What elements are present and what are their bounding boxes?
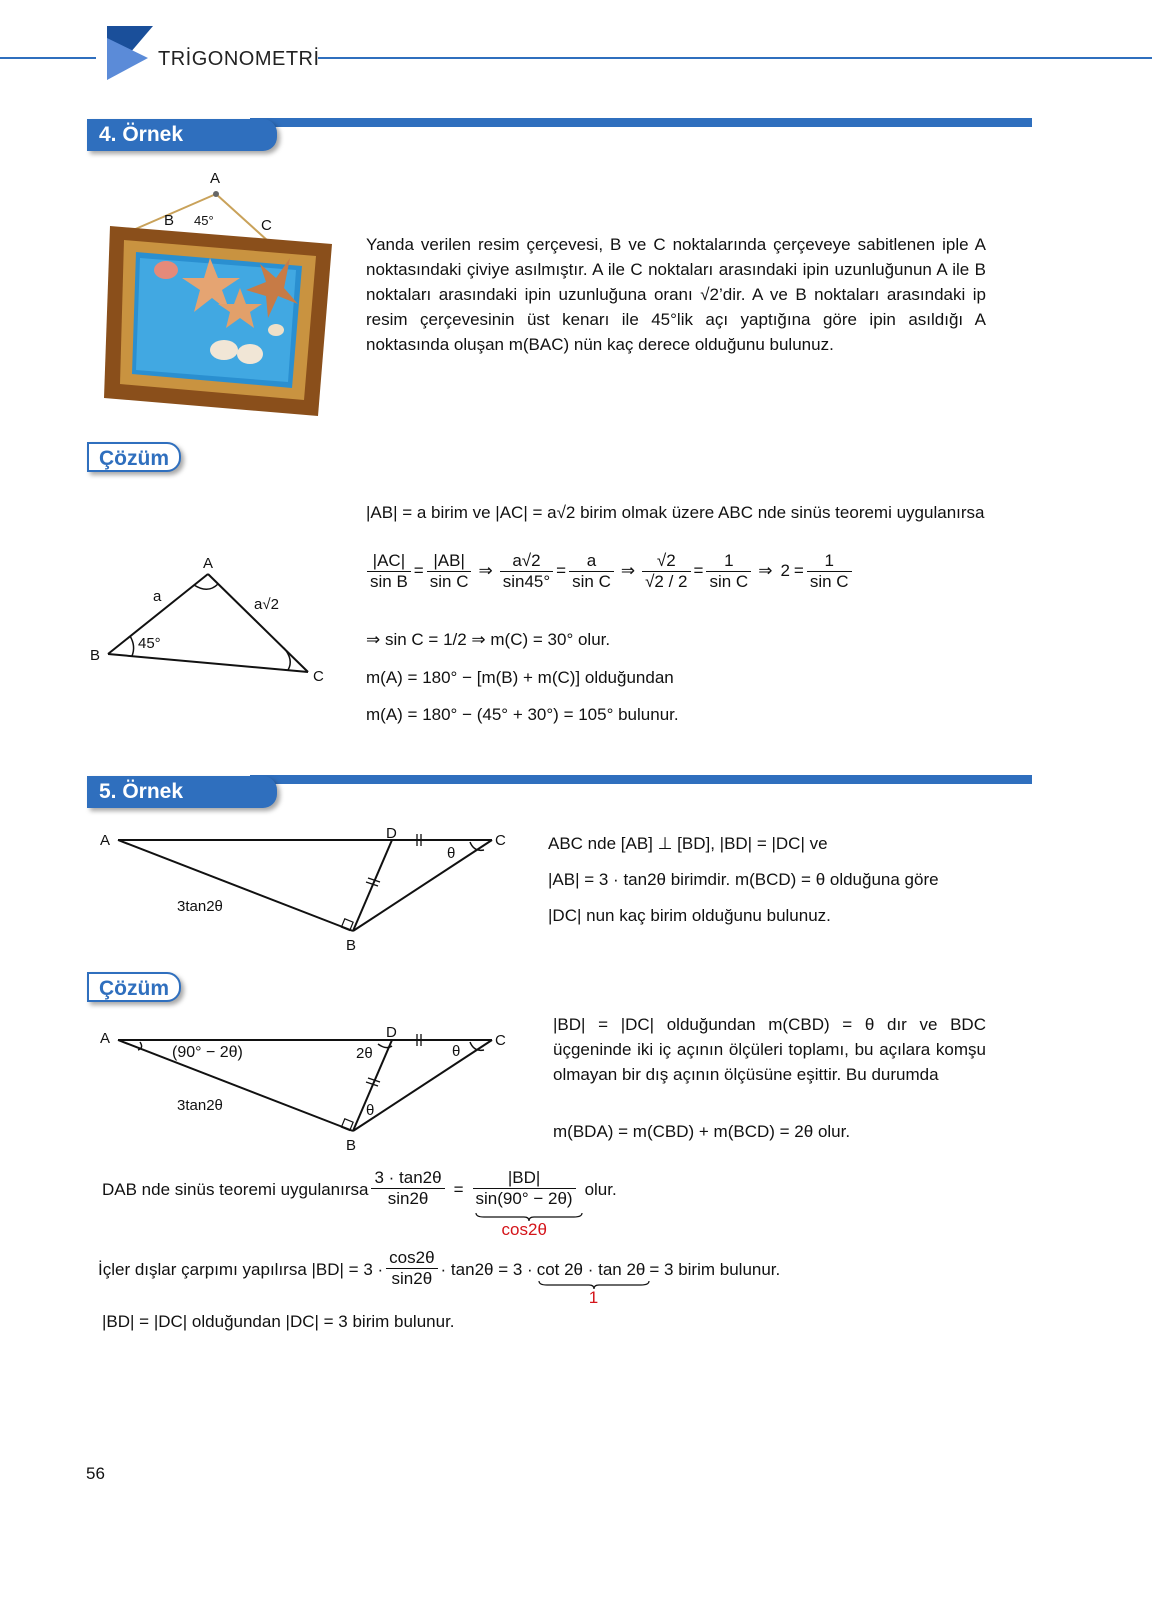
triangle-abc-figure bbox=[90, 560, 330, 690]
page-number: 56 bbox=[86, 1464, 105, 1483]
sine-f2-num: |BD| bbox=[473, 1168, 576, 1189]
picture-frame-figure bbox=[100, 178, 340, 418]
cross-f-den: sin2θ bbox=[391, 1269, 433, 1288]
ratio-f2-den: sin C bbox=[429, 572, 469, 591]
ratio-f7-den: sin C bbox=[809, 572, 849, 591]
angle-b-label: 45° bbox=[138, 635, 161, 652]
solution-4-line1: |AB| = a birim ve |AC| = a√2 birim olmak üzere ABC nde sinüs teoremi uygulanırsa bbox=[366, 503, 985, 522]
fig5s-label-d: D bbox=[386, 1024, 397, 1041]
eq-sign: = bbox=[693, 561, 704, 580]
triangle-label-c: C bbox=[313, 668, 324, 685]
solution-4-line4: m(A) = 180° − [m(B) + m(C)] olduğundan bbox=[366, 668, 674, 687]
ratio-f4-den: sin C bbox=[572, 572, 611, 591]
underbrace-icon bbox=[474, 1212, 584, 1222]
sine-f1-den: sin2θ bbox=[387, 1189, 429, 1208]
frame-label-a: A bbox=[210, 170, 221, 187]
ratio-f3-num: a√2 bbox=[500, 551, 553, 572]
under-note: 1 bbox=[588, 1288, 599, 1307]
sine-ratio-chain bbox=[364, 551, 855, 619]
fig5s-angle-a: (90° − 2θ) bbox=[172, 1044, 243, 1061]
implies-arrow: ⇒ bbox=[758, 561, 773, 580]
solution-5-final: |BD| = |DC| olduğundan |DC| = 3 birim bulunur. bbox=[102, 1312, 455, 1331]
fig5s-angle-c: θ bbox=[452, 1043, 461, 1060]
example-4-text: Yanda verilen resim çerçevesi, B ve C noktalarında çerçeveye sabitlenen iple A noktasındaki çiviye asılmıştır. A ile C noktaları arasındaki ipin uzunluğunun A ile B noktaları arasındaki ipin uzunluğuna oranı √2’dir. A ve B noktaları arasındaki ip resim çerçevesinin üst kenarı ile 45°lik açı yaptığına göre ipin asıldığı A noktasında oluşan m(BAC) nün kaç derece olduğunu bulunuz. bbox=[366, 235, 986, 354]
side-ac-label: a√2 bbox=[254, 596, 279, 613]
eq-sign: = bbox=[793, 561, 804, 580]
solution-4-line3: ⇒ sin C = 1/2 ⇒ m(C) = 30° olur. bbox=[366, 630, 611, 649]
solution-4-line5: m(A) = 180° − (45° + 30°) = 105° bulunur. bbox=[366, 705, 679, 724]
triangle-label-a: A bbox=[203, 555, 214, 572]
ratio-f3-den: sin45° bbox=[502, 572, 551, 591]
section-rule bbox=[250, 118, 1032, 127]
fig5s-label-b: B bbox=[346, 1137, 357, 1154]
fig5-label-a: A bbox=[100, 832, 111, 849]
header-title: TRİGONOMETRİ bbox=[158, 48, 320, 70]
cross-suffix: = 3 birim bulunur. bbox=[649, 1260, 781, 1279]
fig5-label-b: B bbox=[346, 937, 357, 954]
eq-sign: = bbox=[413, 561, 424, 580]
ratio-f1-num: |AC| bbox=[367, 551, 411, 572]
example-5-line3: |DC| nun kaç birim olduğunu bulunuz. bbox=[548, 906, 831, 925]
solution-5-text: |BD| = |DC| olduğundan m(CBD) = θ dır ve BDC üçgeninde iki iç açının ölçüleri toplamı, bu açılara komşu olmayan bir dış açının ölçüsüne eşittir. Bu durumda bbox=[553, 1015, 986, 1084]
side-ab-label: a bbox=[153, 588, 162, 605]
fig5s-side-ab: 3tan2θ bbox=[177, 1097, 223, 1114]
eq-sign: = bbox=[556, 561, 567, 580]
fig5s-label-c: C bbox=[495, 1032, 506, 1049]
implies-arrow: ⇒ bbox=[478, 561, 493, 580]
example-5-line1: ABC nde [AB] ⊥ [BD], |BD| = |DC| ve bbox=[548, 834, 828, 853]
cross-mid: · tan2θ = 3 · bbox=[440, 1260, 533, 1279]
ratio-f6-den: sin C bbox=[709, 572, 749, 591]
fig5s-angle-d: 2θ bbox=[356, 1045, 373, 1062]
example-5-line2: |AB| = 3 · tan2θ birimdir. m(BCD) = θ olduğuna göre bbox=[548, 870, 939, 889]
fig5s-label-a: A bbox=[100, 1030, 111, 1047]
two-value: 2 bbox=[780, 561, 790, 580]
ratio-f6-num: 1 bbox=[706, 551, 751, 572]
fig5-label-d: D bbox=[386, 825, 397, 842]
solution-4-tag: Çözüm bbox=[87, 442, 181, 472]
triangle-label-b: B bbox=[90, 647, 101, 664]
solution-5-tag: Çözüm bbox=[87, 972, 181, 1002]
fig5s-angle-b: θ bbox=[366, 1102, 375, 1119]
section-rule bbox=[250, 775, 1032, 784]
sine-theorem-row: DAB nde sinüs teoremi uygulanırsa $\frac{3 \cdot \tan 2\theta}{\sin 2\theta}$ = $\frac{|BD|}{\sin(90^\circ - 2\theta)}$ cos2θ olur. bbox=[102, 1168, 617, 1239]
ratio-f2-num: |AB| bbox=[427, 551, 472, 572]
frame-label-c: C bbox=[261, 217, 272, 234]
ratio-f5-num: √2 bbox=[642, 551, 690, 572]
cross-f-num: cos2θ bbox=[386, 1248, 437, 1269]
fig5-angle-c: θ bbox=[447, 845, 456, 862]
cross-under: cot 2θ · tan 2θ bbox=[536, 1260, 646, 1279]
solution-5-angle-eq: m(BDA) = m(CBD) + m(BCD) = 2θ olur. bbox=[553, 1122, 851, 1141]
ratio-f5-den: √2 / 2 bbox=[645, 572, 688, 591]
sine-suffix: olur. bbox=[584, 1180, 617, 1199]
fig5-label-c: C bbox=[495, 832, 506, 849]
brace-note: cos2θ bbox=[501, 1220, 547, 1239]
example-5-tag: 5. Örnek bbox=[87, 776, 277, 808]
ratio-f4-num: a bbox=[569, 551, 614, 572]
sine-prefix: DAB nde sinüs teoremi uygulanırsa bbox=[102, 1180, 369, 1199]
sine-f1-num: 3 · tan2θ bbox=[371, 1168, 444, 1189]
example-4-tag: 4. Örnek bbox=[87, 119, 277, 151]
cross-prefix: İçler dışlar çarpımı yapılırsa |BD| = 3 · bbox=[98, 1260, 384, 1279]
sine-f2-den: sin(90° − 2θ) bbox=[475, 1189, 573, 1208]
triangle-abcd-solution-figure bbox=[100, 1028, 510, 1138]
cross-multiply-row bbox=[98, 1248, 781, 1307]
ratio-f7-num: 1 bbox=[807, 551, 852, 572]
frame-label-b: B bbox=[164, 212, 175, 229]
fig5-side-ab: 3tan2θ bbox=[177, 898, 223, 915]
implies-arrow: ⇒ bbox=[620, 561, 636, 580]
ratio-f1-den: sin B bbox=[370, 572, 408, 591]
frame-angle-label: 45° bbox=[194, 213, 214, 228]
